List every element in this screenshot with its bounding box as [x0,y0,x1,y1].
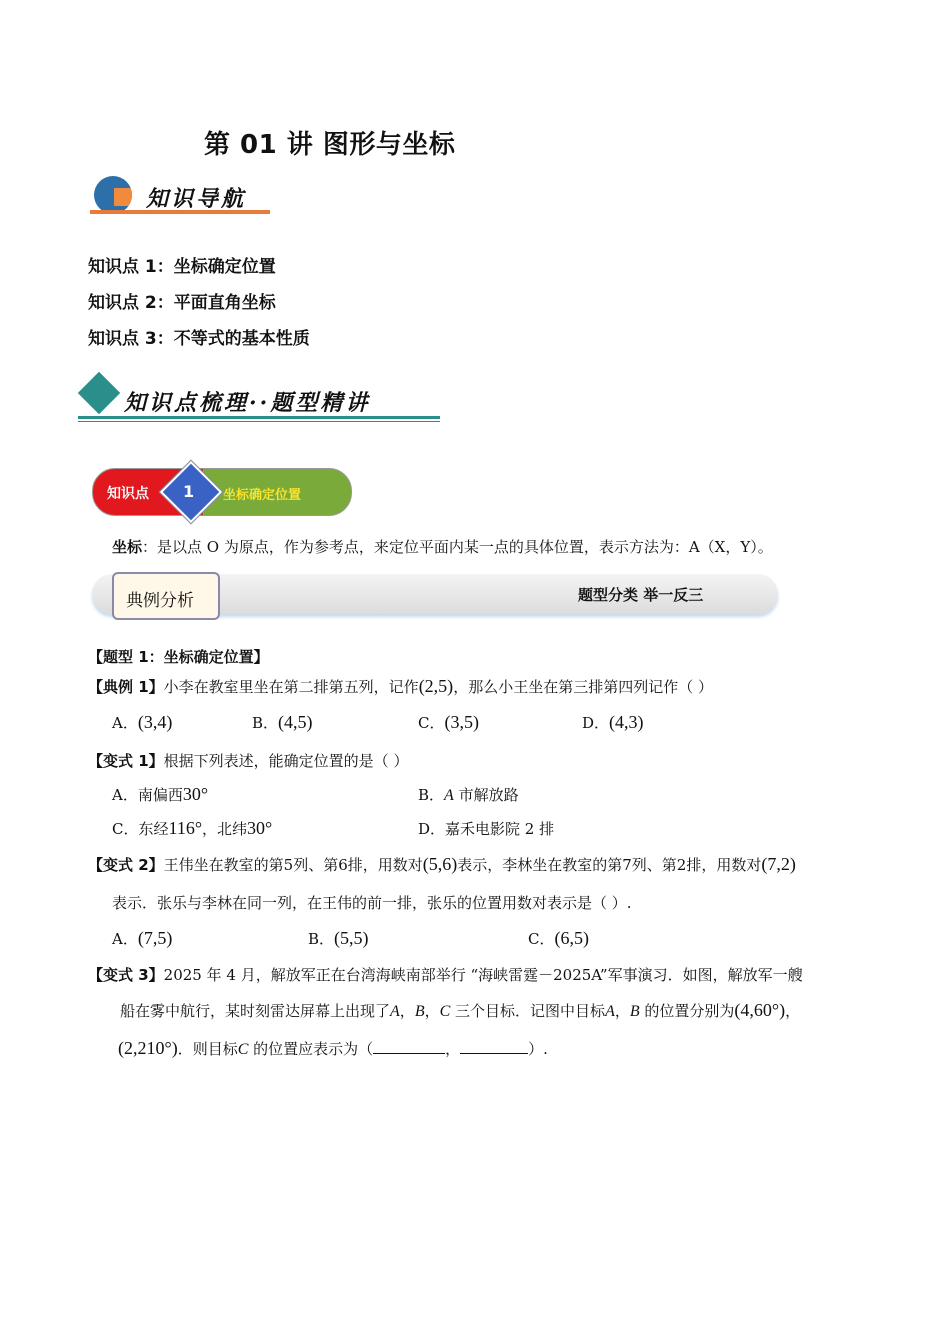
answer-blank-2[interactable] [460,1039,528,1054]
variant-2-option-b[interactable]: B．(5,5) [308,928,369,948]
variant-1-option-a[interactable]: A．南偏西30° [112,784,209,804]
definition-text: ：是以点 O 为原点，作为参考点，来定位平面内某一点的具体位置，表示方法为：A（X，Y）。 [142,538,773,556]
definition-paragraph [112,536,773,557]
answer-blank-1[interactable] [373,1039,445,1054]
section-banner [78,374,448,430]
pill-number: 1 [183,482,195,501]
variant-2-question-line1: 【变式 2】王伟坐在教室的第5列、第6排，用数对(5,6)表示，李林坐在教室的第7列、第2排，用数对(7,2) [88,854,796,874]
knowledge-point-pill [92,468,352,516]
variant-1-option-c[interactable]: C．东经116°，北纬30° [112,818,273,838]
page-title: 第 01 讲 图形与坐标 [204,130,456,160]
variant-3-question-line2: 船在雾中航行，某时刻雷达屏幕上出现了A，B，C 三个目标．记图中目标A，B 的位置分别为(4,60°)， [120,1000,801,1020]
knowledge-point-2: 知识点 2：平面直角坐标 [88,293,276,313]
section-banner-label: 知识点梳理··题型精讲 [124,390,371,416]
pill-topic: 坐标确定位置 [223,488,302,503]
example-1-option-d[interactable]: D．(4,3) [582,712,644,732]
knowledge-navigation-banner [88,170,278,224]
pill-label: 知识点 [107,486,149,502]
example-1-option-a[interactable]: A．(3,4) [112,712,173,732]
definition-term: 坐标 [112,538,143,556]
example-1-question: 【典例 1】小李在教室里坐在第二排第五列，记作(2,5)，那么小王坐在第三排第四列记作（ ） [88,676,713,696]
knowledge-point-1: 知识点 1：坐标确定位置 [88,257,276,277]
example-1-option-c[interactable]: C．(3,5) [418,712,479,732]
variant-1-question: 【变式 1】根据下列表述，能确定位置的是（ ） [88,752,409,770]
example-1-option-b[interactable]: B．(4,5) [252,712,313,732]
example-banner-right: 题型分类 举一反三 [578,586,704,604]
variant-2-option-a[interactable]: A．(7,5) [112,928,173,948]
diamond-icon [78,372,120,414]
variant-2-question-line2: 表示．张乐与李林在同一列，在王伟的前一排，张乐的位置用数对表示是（ ）. [112,894,632,912]
example-banner [92,572,778,620]
variant-3-question-line3: (2,210°)．则目标C 的位置应表示为（ ， ）. [118,1038,548,1058]
variant-3-question-line1: 【变式 3】2025 年 4 月，解放军正在台湾海峡南部举行 “海峡雷霆－2025A”军事演习．如图，解放军一艘 [88,966,803,984]
pie-chart-icon [94,176,132,214]
variant-1-option-b[interactable]: B．A 市解放路 [418,786,519,804]
knowledge-point-3: 知识点 3：不等式的基本性质 [88,329,310,349]
variant-2-option-c[interactable]: C．(6,5) [528,928,589,948]
type1-heading: 【题型 1：坐标确定位置】 [88,648,269,666]
nav-banner-label: 知识导航 [146,186,247,212]
variant-1-option-d[interactable]: D．嘉禾电影院 2 排 [418,820,555,838]
example-tag: 典例分析 [126,591,194,611]
